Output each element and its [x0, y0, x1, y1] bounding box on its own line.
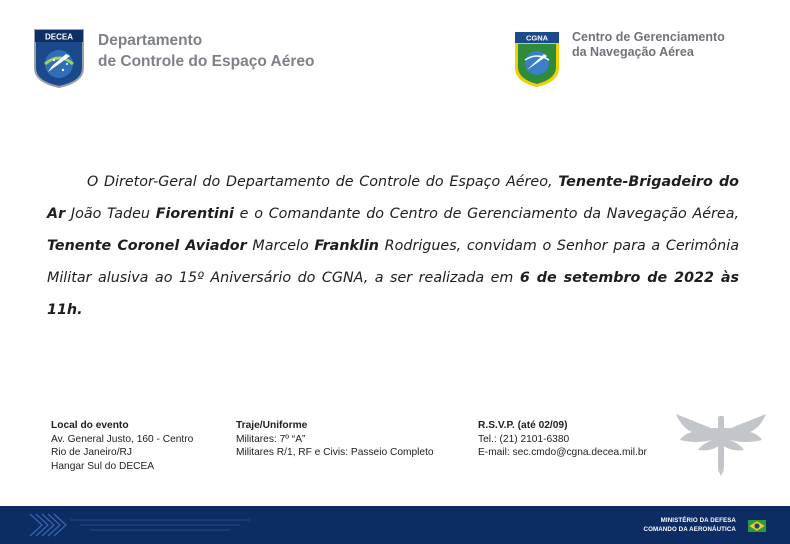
- dress-code-line: Militares: 7º “A”: [236, 433, 306, 445]
- event-location-heading: Local do evento: [51, 420, 129, 431]
- event-location-line: Hangar Sul do DECEA: [51, 460, 155, 472]
- ministry-line2: COMANDO DA AERONÁUTICA: [643, 525, 736, 533]
- ministry-line1: MINISTÉRIO DA DEFESA: [660, 517, 736, 524]
- rsvp-phone: Tel.: (21) 2101-6380: [478, 433, 570, 445]
- invitation-part-1: O Diretor-Geral do Departamento de Controle do Espaço Aéreo,: [87, 174, 559, 190]
- cgna-badge-text: CGNA: [525, 33, 549, 43]
- invitation-part-4: Marcelo: [246, 238, 315, 254]
- commander-rank: Tenente Coronel Aviador: [47, 238, 247, 254]
- cgna-title-line2: da Navegação Aérea: [572, 45, 694, 59]
- brazil-flag-icon: [748, 520, 766, 532]
- bottom-bar: [0, 506, 790, 544]
- decea-badge-text: DECEA: [44, 32, 74, 42]
- rsvp-email: E-mail: sec.cmdo@cgna.decea.mil.br: [478, 447, 647, 458]
- rsvp-block: [478, 419, 647, 460]
- cgna-title-line1: Centro de Gerenciamento: [572, 30, 725, 44]
- cgna-emblem-icon: [513, 30, 561, 88]
- air-force-emblem-icon: [672, 410, 770, 476]
- rsvp-heading: R.S.V.P. (até 02/09): [478, 420, 568, 431]
- ministry-label: [644, 517, 737, 534]
- event-datetime: 6 de setembro de 2022 às 11h.: [47, 270, 740, 318]
- decea-title-line1: Departamento: [98, 32, 203, 49]
- invitation-part-3: e o Comandante do Centro de Gerenciamento da Navegação Aérea,: [233, 206, 739, 222]
- dress-code-line: Militares R/1, RF e Civis: Passeio Completo: [236, 447, 434, 458]
- event-location-line: Rio de Janeiro/RJ: [51, 447, 132, 458]
- dress-code-block: [236, 419, 434, 460]
- invitation-text: [47, 166, 739, 326]
- host-surname: Fiorentini: [155, 206, 234, 222]
- invitation-part-5: Rodrigues, convidam o Senhor para a Cerimônia Militar alusiva ao 15º Aniversário do CGNA, a ser realizada em: [47, 238, 739, 286]
- dress-code-heading: Traje/Uniforme: [236, 420, 308, 431]
- commander-surname: Franklin: [314, 238, 379, 254]
- invitation-part-2: João Tadeu: [65, 206, 156, 222]
- chevron-pattern-icon: [0, 506, 260, 544]
- decea-title-line2: de Controle do Espaço Aéreo: [98, 53, 315, 70]
- host-rank: Tenente-Brigadeiro do Ar: [47, 174, 739, 222]
- decea-title: [98, 30, 314, 72]
- event-location-block: [51, 419, 193, 473]
- decea-emblem-icon: [32, 28, 86, 88]
- cgna-title: [572, 30, 725, 60]
- event-location-line: Av. General Justo, 160 - Centro: [51, 433, 194, 445]
